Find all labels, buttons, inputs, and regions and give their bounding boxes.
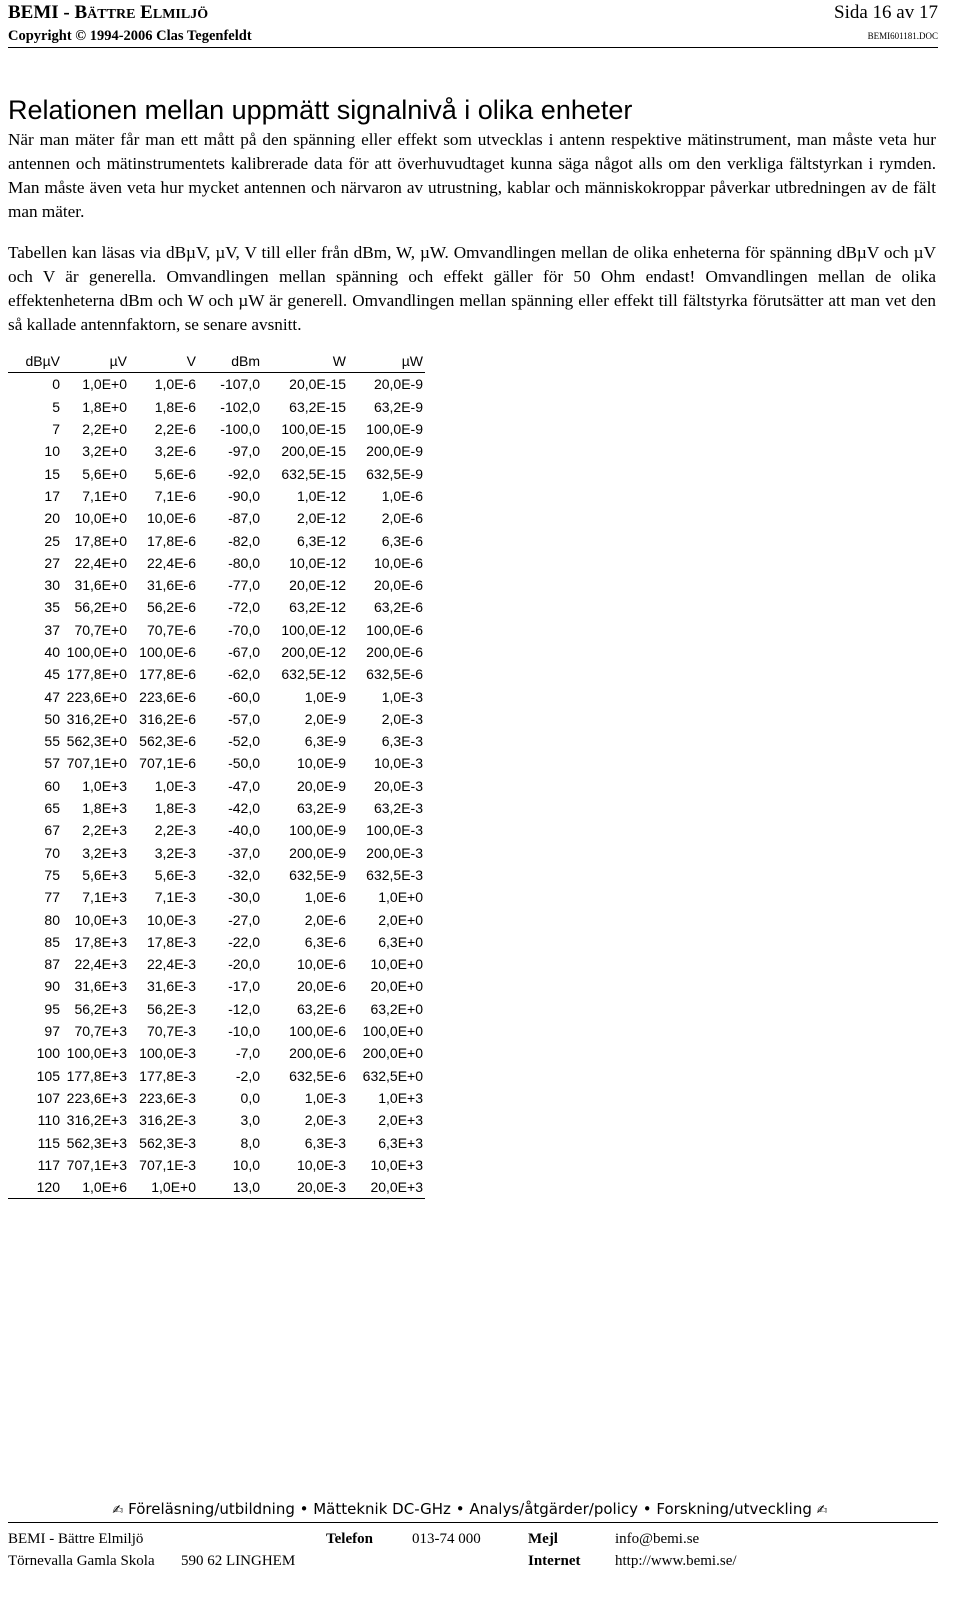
cell-dbuv: 97 (44, 1023, 60, 1040)
header-dbm: dBm (198, 350, 262, 373)
cell-uw: 632,5E-9 (366, 465, 423, 482)
table-row (8, 373, 425, 396)
cell-uv: 177,8E+3 (66, 1067, 127, 1084)
table-row (8, 1131, 425, 1153)
cell-uw: 63,2E+0 (370, 1000, 423, 1017)
table-header-row (8, 350, 425, 373)
footer-org: BEMI - Bättre Elmiljö (8, 1531, 144, 1547)
cell-dbuv: 27 (44, 554, 60, 571)
cell-v: 1,0E-6 (154, 376, 196, 393)
cell-dbm: 13,0 (198, 1176, 262, 1199)
cell-uv: 17,8E+0 (74, 532, 127, 549)
cell-v: 7,1E-6 (154, 487, 196, 504)
cell-v: 316,2E-6 (139, 710, 196, 727)
cell-uv: 31,6E+0 (74, 577, 127, 594)
cell-v: 223,6E-3 (139, 1089, 196, 1106)
cell-w: 63,2E-15 (289, 398, 346, 415)
page-header-left (8, 2, 252, 46)
cell-dbm: -17,0 (228, 978, 260, 995)
cell-dbuv: 95 (44, 1000, 60, 1017)
cell-v: 100,0E-3 (139, 1045, 196, 1062)
cell-uv: 1,0E+0 (82, 376, 127, 393)
cell-uv: 562,3E+0 (66, 733, 127, 750)
cell-uw: 200,0E-6 (366, 644, 423, 660)
cell-uw: 63,2E-9 (373, 398, 423, 415)
cell-w: 20,0E-6 (296, 978, 346, 995)
cell-w: 1,0E-6 (304, 889, 346, 906)
cell-v: 3,2E-6 (154, 443, 196, 460)
header-dbuv: dBµV (8, 350, 62, 373)
table-row (8, 619, 425, 641)
cell-w: 2,0E-3 (304, 1112, 346, 1129)
cell-uv: 7,1E+0 (82, 487, 127, 504)
cell-uv: 1,8E+0 (82, 398, 127, 415)
table-row (8, 1109, 425, 1131)
cell-uw: 20,0E+0 (370, 978, 423, 995)
cell-uv: 7,1E+3 (82, 889, 127, 906)
cell-uw: 632,5E-3 (366, 866, 423, 883)
cell-w: 100,0E-12 (281, 621, 346, 638)
footer-internet-label: Internet (528, 1553, 581, 1569)
cell-uw: 10,0E-6 (373, 554, 423, 571)
table-row (8, 685, 425, 707)
cell-w: 6,3E-12 (296, 532, 346, 549)
table-row (8, 708, 425, 730)
cell-uw: 1,0E+3 (378, 1089, 423, 1106)
table-row (8, 1065, 425, 1087)
cell-dbuv: 45 (44, 666, 60, 683)
cell-dbuv: 50 (44, 710, 60, 727)
section-title: Relationen mellan uppmätt signalnivå i olika enheter (8, 95, 633, 125)
cell-w: 6,3E-6 (304, 933, 346, 950)
cell-v: 177,8E-3 (139, 1067, 196, 1084)
cell-dbm: 0,0 (240, 1089, 260, 1106)
cell-uv: 56,2E+0 (74, 599, 127, 616)
cell-uv: 3,2E+0 (82, 443, 127, 460)
cell-dbm: -7,0 (235, 1045, 260, 1062)
table-row (8, 462, 425, 484)
cell-v: 17,8E-6 (146, 532, 196, 549)
header-divider (8, 47, 938, 48)
cell-uv: 31,6E+3 (74, 978, 127, 995)
cell-uw: 63,2E-6 (373, 599, 423, 616)
cell-dbuv: 105 (36, 1067, 60, 1084)
cell-uv: 1,8E+3 (82, 800, 127, 817)
table-row (8, 1087, 425, 1109)
brand-part: ÄTTRE (87, 7, 136, 22)
cell-dbuv: 17 (44, 487, 60, 504)
cell-dbm: -50,0 (228, 755, 260, 772)
cell-w: 63,2E-12 (289, 599, 346, 616)
cell-uv: 70,7E+0 (74, 621, 127, 638)
table-row (8, 908, 425, 930)
cell-uv: 2,2E+3 (82, 822, 127, 839)
cell-v: 70,7E-3 (146, 1023, 196, 1040)
table-row (8, 552, 425, 574)
cell-dbuv: 75 (44, 866, 60, 883)
cell-uw: 100,0E-3 (366, 822, 423, 839)
cell-v: 316,2E-3 (139, 1112, 196, 1129)
cell-v: 10,0E-6 (146, 510, 196, 527)
cell-dbuv: 87 (44, 956, 60, 973)
cell-uv: 5,6E+3 (82, 866, 127, 883)
cell-uv: 2,2E+0 (82, 421, 127, 438)
table-row (8, 730, 425, 752)
cell-dbuv: 80 (44, 911, 60, 928)
cell-dbuv: 37 (44, 621, 60, 638)
cell-v: 7,1E-3 (154, 889, 196, 906)
cell-dbm: -37,0 (228, 844, 260, 861)
cell-v: 10,0E-3 (146, 911, 196, 928)
cell-v: 17,8E-3 (146, 933, 196, 950)
cell-w: 632,5E-15 (281, 465, 346, 482)
cell-v: 707,1E-3 (139, 1156, 196, 1173)
cell-v: 22,4E-6 (146, 554, 196, 571)
hand-writing-icon: ✍ (816, 1503, 828, 1518)
cell-dbuv: 110 (37, 1112, 60, 1129)
cell-uw: 100,0E-6 (366, 621, 423, 638)
cell-uv: 17,8E+3 (74, 933, 127, 950)
cell-dbm: -100,0 (220, 421, 260, 438)
cell-uw: 100,0E-9 (366, 421, 423, 438)
cell-uv: 223,6E+0 (66, 688, 127, 705)
table-row (8, 975, 425, 997)
cell-w: 6,3E-9 (304, 733, 346, 750)
table-row (8, 1176, 425, 1199)
cell-uv: 70,7E+3 (74, 1023, 127, 1040)
cell-w: 6,3E-3 (304, 1134, 346, 1151)
cell-w: 63,2E-6 (296, 1000, 346, 1017)
cell-uw: 200,0E-9 (366, 443, 423, 460)
cell-v: 1,8E-6 (154, 398, 196, 415)
cell-dbm: -77,0 (228, 577, 260, 594)
cell-v: 5,6E-6 (154, 465, 196, 482)
cell-dbm: -20,0 (228, 956, 260, 973)
cell-uw: 20,0E-9 (373, 376, 423, 393)
cell-dbm: -47,0 (228, 777, 260, 794)
table-row (8, 842, 425, 864)
cell-dbuv: 57 (44, 755, 60, 772)
cell-uv: 5,6E+0 (82, 465, 127, 482)
cell-dbm: -10,0 (228, 1023, 260, 1040)
cell-w: 2,0E-12 (296, 510, 346, 527)
table-row (8, 418, 425, 440)
cell-w: 2,0E-9 (304, 710, 346, 727)
cell-uw: 6,3E-6 (381, 532, 423, 549)
cell-v: 70,7E-6 (146, 621, 196, 638)
cell-v: 707,1E-6 (139, 755, 196, 772)
cell-v: 56,2E-6 (146, 599, 196, 616)
cell-dbm: -2,0 (235, 1067, 260, 1084)
cell-uw: 200,0E-3 (366, 844, 423, 861)
cell-w: 1,0E-3 (304, 1089, 346, 1106)
header-v: V (129, 350, 198, 373)
cell-dbuv: 65 (44, 800, 60, 817)
table-row (8, 663, 425, 685)
brand-part: E (135, 2, 153, 23)
cell-uv: 316,2E+3 (66, 1112, 127, 1129)
cell-v: 1,0E+0 (129, 1176, 198, 1199)
cell-dbuv: 90 (44, 978, 60, 995)
cell-dbm: -60,0 (228, 688, 260, 705)
cell-v: 31,6E-6 (146, 577, 196, 594)
cell-v: 56,2E-3 (146, 1000, 196, 1017)
cell-dbm: -57,0 (228, 710, 260, 727)
cell-dbuv: 77 (44, 889, 60, 906)
footer-phone: 013-74 000 (412, 1531, 481, 1547)
cell-dbuv: 5 (52, 398, 60, 415)
cell-uv: 22,4E+0 (74, 554, 127, 571)
cell-dbm: -92,0 (228, 465, 260, 482)
cell-dbm: -72,0 (228, 599, 260, 616)
cell-dbm: -62,0 (228, 666, 260, 683)
brand-part: LMILJÖ (152, 7, 209, 22)
cell-w: 200,0E-12 (281, 644, 346, 660)
cell-uw: 2,0E+0 (378, 911, 423, 928)
cell-v: 22,4E-3 (146, 956, 196, 973)
cell-uw: 6,3E-3 (381, 733, 423, 750)
cell-uv: 177,8E+0 (66, 666, 127, 683)
cell-v: 100,0E-6 (139, 644, 196, 660)
cell-v: 177,8E-6 (139, 666, 196, 683)
table-row (8, 529, 425, 551)
cell-dbuv: 25 (44, 532, 60, 549)
footer-address-name: Törnevalla Gamla Skola (8, 1553, 155, 1569)
cell-uw: 20,0E+3 (348, 1176, 425, 1199)
cell-w: 200,0E-9 (289, 844, 346, 861)
cell-dbuv: 70 (44, 844, 60, 861)
cell-dbm: -80,0 (228, 554, 260, 571)
brand-title (8, 2, 252, 26)
cell-dbuv: 7 (52, 421, 60, 438)
cell-dbuv: 60 (44, 777, 60, 794)
table-row (8, 596, 425, 618)
table-row (8, 574, 425, 596)
footer-phone-label: Telefon (326, 1531, 373, 1547)
cell-uw: 10,0E+0 (370, 956, 423, 973)
cell-dbuv: 40 (44, 644, 60, 660)
hand-writing-icon: ✍ (112, 1503, 124, 1518)
cell-dbm: -102,0 (220, 398, 260, 415)
cell-w: 632,5E-9 (289, 866, 346, 883)
page-header-right (834, 2, 938, 44)
cell-dbuv: 15 (44, 465, 60, 482)
table-row (8, 998, 425, 1020)
table-row (8, 953, 425, 975)
cell-dbm: -40,0 (228, 822, 260, 839)
cell-v: 223,6E-6 (139, 688, 196, 705)
table-explanation-paragraph: Tabellen kan läsas via dBµV, µV, V till eller från dBm, W, µW. Omvandlingen mellan de olika enheterna för spänning dBµV och µV och V är generella. Omvandlingen mellan spänning och effekt gäller för 50 Ohm endast! Omvandlingen mellan de olika effektenheterna dBm och W och µW är generell. Omvandlingen mellan spänning eller effekt till fältstyrka förutsätter att man vet den så kallade antennfaktorn, se senare avsnitt. (8, 243, 936, 334)
cell-v: 562,3E-6 (139, 733, 196, 750)
cell-uv: 316,2E+0 (66, 710, 127, 727)
cell-uv: 707,1E+0 (66, 755, 127, 772)
brand-part: BEMI - B (8, 2, 88, 23)
table-row (8, 641, 425, 663)
cell-uv: 100,0E+3 (66, 1045, 127, 1062)
cell-uw: 2,0E-6 (381, 510, 423, 527)
cell-uv: 10,0E+3 (74, 911, 127, 928)
cell-uv: 22,4E+3 (74, 956, 127, 973)
table-row (8, 752, 425, 774)
footer-divider (8, 1522, 938, 1523)
cell-dbuv: 30 (44, 577, 60, 594)
cell-v: 31,6E-3 (146, 978, 196, 995)
cell-w: 1,0E-12 (296, 487, 346, 504)
cell-v: 5,6E-3 (154, 866, 196, 883)
header-uw: µW (348, 350, 425, 373)
cell-uv: 100,0E+0 (66, 644, 127, 660)
cell-w: 10,0E-3 (296, 1156, 346, 1173)
cell-dbuv: 55 (44, 733, 60, 750)
table-row (8, 1020, 425, 1042)
cell-w: 10,0E-12 (289, 554, 346, 571)
table-row (8, 1042, 425, 1064)
cell-dbm: -12,0 (228, 1000, 260, 1017)
page-number: Sida 16 av 17 (834, 2, 938, 23)
document-id: BEMI601181.DOC (867, 31, 938, 41)
cell-w: 20,0E-9 (296, 777, 346, 794)
footer-mail-label: Mejl (528, 1531, 558, 1547)
cell-dbm: -22,0 (228, 933, 260, 950)
cell-dbuv: 67 (44, 822, 60, 839)
table-row (8, 507, 425, 529)
cell-uw: 632,5E+0 (362, 1067, 423, 1084)
cell-uw: 1,0E-3 (381, 688, 423, 705)
table-row (8, 931, 425, 953)
cell-v: 1,8E-3 (154, 800, 196, 817)
table-row (8, 864, 425, 886)
conversion-table (8, 350, 425, 1199)
cell-dbm: 10,0 (232, 1156, 260, 1173)
cell-dbm: -97,0 (228, 443, 260, 460)
cell-dbuv: 117 (37, 1156, 60, 1173)
cell-dbuv: 20 (44, 510, 60, 527)
cell-w: 100,0E-15 (281, 421, 346, 438)
cell-w: 2,0E-6 (304, 911, 346, 928)
table-row (8, 396, 425, 418)
cell-uv: 707,1E+3 (66, 1156, 127, 1173)
cell-v: 2,2E-3 (154, 822, 196, 839)
cell-w: 632,5E-6 (289, 1067, 346, 1084)
cell-dbuv: 47 (44, 688, 60, 705)
table-row (8, 775, 425, 797)
cell-v: 3,2E-3 (154, 844, 196, 861)
cell-dbm: -90,0 (228, 487, 260, 504)
cell-uw: 200,0E+0 (362, 1045, 423, 1062)
cell-w: 1,0E-9 (304, 688, 346, 705)
cell-dbuv: 120 (8, 1176, 62, 1199)
tagline-text: Föreläsning/utbildning • Mätteknik DC-GHz • Analys/åtgärder/policy • Forskning/utveckling (128, 1500, 812, 1518)
cell-dbuv: 35 (44, 599, 60, 616)
cell-dbuv: 115 (37, 1134, 60, 1151)
cell-w: 200,0E-15 (281, 443, 346, 460)
cell-dbm: -87,0 (228, 510, 260, 527)
cell-uv: 56,2E+3 (74, 1000, 127, 1017)
cell-dbm: -42,0 (228, 800, 260, 817)
cell-uw: 20,0E-6 (373, 577, 423, 594)
cell-uw: 6,3E+0 (378, 933, 423, 950)
cell-dbm: -82,0 (228, 532, 260, 549)
cell-w: 100,0E-9 (289, 822, 346, 839)
table-row (8, 797, 425, 819)
cell-uw: 2,0E-3 (381, 710, 423, 727)
cell-dbm: -32,0 (228, 866, 260, 883)
cell-uv: 10,0E+0 (74, 510, 127, 527)
cell-v: 2,2E-6 (154, 421, 196, 438)
cell-v: 1,0E-3 (154, 777, 196, 794)
cell-uw: 6,3E+3 (378, 1134, 423, 1151)
cell-uw: 100,0E+0 (362, 1023, 423, 1040)
cell-dbm: -30,0 (228, 889, 260, 906)
cell-dbuv: 100 (36, 1045, 60, 1062)
cell-w: 63,2E-9 (296, 800, 346, 817)
cell-uv: 562,3E+3 (66, 1134, 127, 1151)
header-w: W (262, 350, 348, 373)
cell-w: 20,0E-15 (289, 376, 346, 393)
cell-w: 20,0E-12 (289, 577, 346, 594)
cell-dbuv: 0 (52, 376, 60, 393)
cell-uv: 223,6E+3 (66, 1089, 127, 1106)
cell-dbm: 8,0 (240, 1134, 260, 1151)
cell-dbuv: 85 (44, 933, 60, 950)
cell-dbuv: 10 (44, 443, 60, 460)
table-row (8, 440, 425, 462)
cell-uv: 1,0E+3 (82, 777, 127, 794)
cell-dbm: -52,0 (228, 733, 260, 750)
cell-w: 10,0E-6 (296, 956, 346, 973)
cell-dbm: 3,0 (240, 1112, 260, 1129)
cell-v: 562,3E-3 (139, 1134, 196, 1151)
cell-w: 632,5E-12 (281, 666, 346, 683)
table-row (8, 819, 425, 841)
cell-w: 20,0E-3 (262, 1176, 348, 1199)
cell-dbm: -107,0 (220, 376, 260, 393)
table-row (8, 886, 425, 908)
cell-w: 10,0E-9 (296, 755, 346, 772)
cell-uw: 10,0E-3 (373, 755, 423, 772)
cell-uv: 1,0E+6 (62, 1176, 129, 1199)
cell-w: 200,0E-6 (289, 1045, 346, 1062)
cell-uw: 1,0E-6 (381, 487, 423, 504)
cell-uw: 632,5E-6 (366, 666, 423, 683)
footer-tagline (0, 1499, 940, 1521)
cell-w: 100,0E-6 (289, 1023, 346, 1040)
table-row (8, 1154, 425, 1176)
header-uv: µV (62, 350, 129, 373)
table-body (8, 373, 425, 1199)
footer-url-link[interactable]: http://www.bemi.se/ (615, 1553, 737, 1569)
cell-dbm: -70,0 (228, 621, 260, 638)
cell-dbm: -27,0 (228, 911, 260, 928)
footer-mail-link[interactable]: info@bemi.se (615, 1531, 700, 1547)
cell-dbm: -67,0 (228, 644, 260, 660)
cell-dbuv: 107 (36, 1089, 60, 1106)
footer-address-zip: 590 62 LINGHEM (181, 1553, 296, 1569)
cell-uv: 3,2E+3 (82, 844, 127, 861)
cell-uw: 10,0E+3 (370, 1156, 423, 1173)
cell-uw: 63,2E-3 (373, 800, 423, 817)
cell-uw: 2,0E+3 (378, 1112, 423, 1129)
cell-uw: 1,0E+0 (378, 889, 423, 906)
intro-paragraph: När man mäter får man ett mått på den spänning eller effekt som utvecklas i antenn respektive mätinstrument, man måste veta hur antennen och mätinstrumentets kalibrerade data för att överhuvudtaget kunna säga något alls om den verkliga fältstyrkan i rymden. Man måste även veta hur mycket antennen och närvaron av utrustning, kablar och människokroppar påverkar utbredningen av de fält man mäter. (8, 130, 936, 221)
table-row (8, 485, 425, 507)
cell-uw: 20,0E-3 (373, 777, 423, 794)
copyright-text: Copyright © 1994-2006 Clas Tegenfeldt (8, 28, 252, 44)
